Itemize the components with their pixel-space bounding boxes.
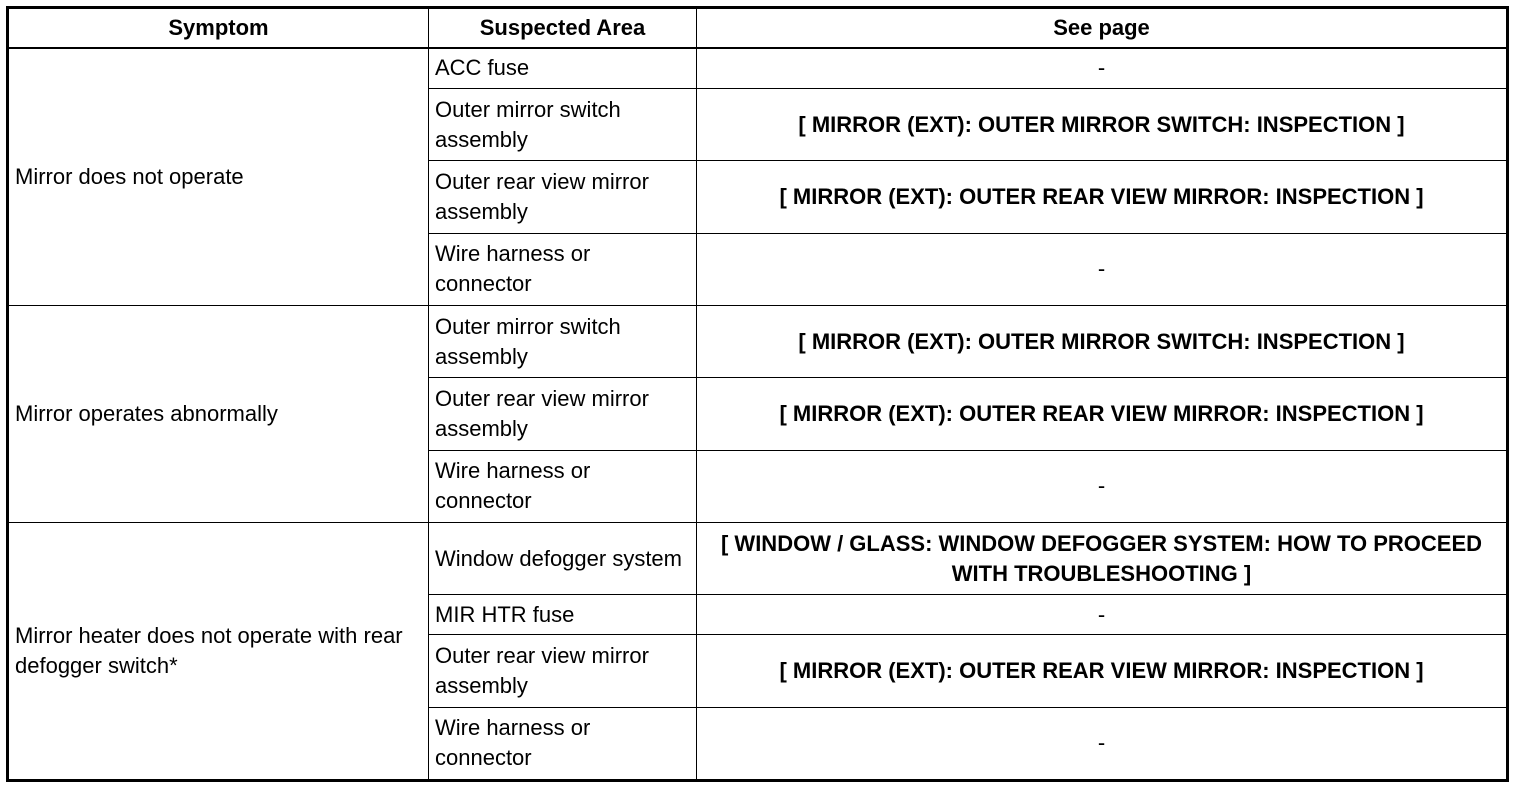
see-page-link[interactable]: [ MIRROR (EXT): OUTER MIRROR SWITCH: INSPECTION ] <box>697 305 1508 377</box>
header-symptom: Symptom <box>8 8 429 49</box>
header-suspected-area: Suspected Area <box>429 8 697 49</box>
table-row <box>8 48 1508 88</box>
suspected-area-cell: Wire harness or connector <box>429 707 697 780</box>
see-page-link[interactable]: [ MIRROR (EXT): OUTER REAR VIEW MIRROR: INSPECTION ] <box>697 161 1508 233</box>
see-page-link[interactable]: [ MIRROR (EXT): OUTER REAR VIEW MIRROR: INSPECTION ] <box>697 635 1508 707</box>
see-page-cell: - <box>697 233 1508 305</box>
see-page-link[interactable]: [ MIRROR (EXT): OUTER MIRROR SWITCH: INSPECTION ] <box>697 88 1508 160</box>
see-page-cell: - <box>697 48 1508 88</box>
suspected-area-cell: Outer mirror switch assembly <box>429 305 697 377</box>
suspected-area-cell: Window defogger system <box>429 522 697 594</box>
table-header-row <box>8 8 1508 49</box>
troubleshooting-table <box>6 6 1509 782</box>
suspected-area-cell: Outer rear view mirror assembly <box>429 161 697 233</box>
symptom-cell: Mirror operates abnormally <box>8 305 429 522</box>
symptom-cell: Mirror does not operate <box>8 48 429 305</box>
suspected-area-cell: Wire harness or connector <box>429 233 697 305</box>
suspected-area-cell: Outer rear view mirror assembly <box>429 635 697 707</box>
suspected-area-cell: Wire harness or connector <box>429 450 697 522</box>
table-row <box>8 305 1508 377</box>
see-page-link[interactable]: [ MIRROR (EXT): OUTER REAR VIEW MIRROR: INSPECTION ] <box>697 378 1508 450</box>
suspected-area-cell: Outer mirror switch assembly <box>429 88 697 160</box>
suspected-area-cell: Outer rear view mirror assembly <box>429 378 697 450</box>
suspected-area-cell: ACC fuse <box>429 48 697 88</box>
header-see-page: See page <box>697 8 1508 49</box>
see-page-cell: - <box>697 595 1508 635</box>
suspected-area-cell: MIR HTR fuse <box>429 595 697 635</box>
see-page-cell: - <box>697 450 1508 522</box>
table-row <box>8 522 1508 594</box>
symptom-cell: Mirror heater does not operate with rear defogger switch* <box>8 522 429 780</box>
see-page-cell: - <box>697 707 1508 780</box>
see-page-link[interactable]: [ WINDOW / GLASS: WINDOW DEFOGGER SYSTEM: HOW TO PROCEED WITH TROUBLESHOOTING ] <box>697 522 1508 594</box>
